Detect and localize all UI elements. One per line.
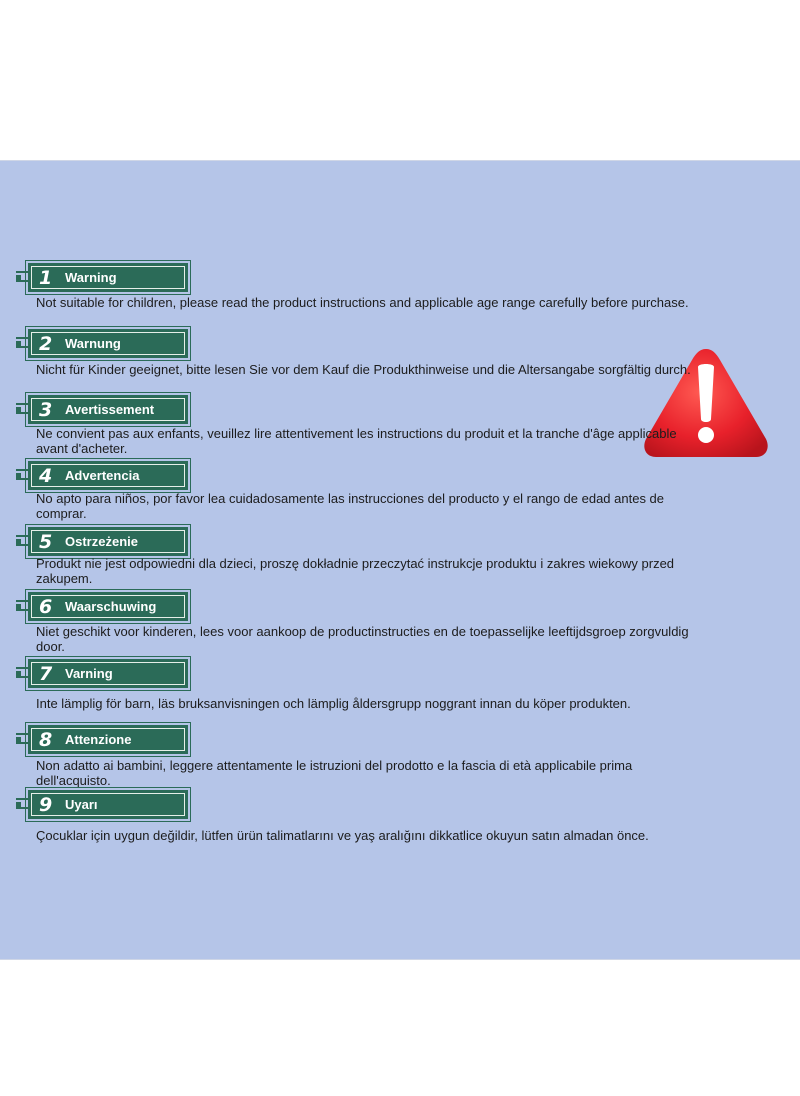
label-connector bbox=[16, 271, 28, 282]
warning-number: 7 bbox=[39, 663, 53, 685]
label-connector bbox=[16, 600, 28, 611]
warning-label-7 bbox=[28, 659, 188, 688]
warning-number: 8 bbox=[39, 729, 53, 751]
warning-label-1 bbox=[28, 263, 188, 292]
warning-title: Uyarı bbox=[65, 797, 98, 812]
warning-text: Not suitable for children, please read the product instructions and applicable age range carefully before purchase. bbox=[36, 295, 689, 310]
warning-title: Advertencia bbox=[65, 468, 140, 483]
warning-text: Ne convient pas aux enfants, veuillez lire attentivement les instructions du produit et la tranche d'âge applicable avant d'acheter. bbox=[36, 426, 677, 456]
warning-text: Nicht für Kinder geeignet, bitte lesen Sie vor dem Kauf die Produkthinweise und die Altersangabe sorgfältig durch. bbox=[36, 362, 691, 377]
warning-number: 6 bbox=[39, 596, 53, 618]
label-connector bbox=[16, 337, 28, 348]
warning-title: Warnung bbox=[65, 336, 121, 351]
label-connector bbox=[16, 403, 28, 414]
warning-label-3 bbox=[28, 395, 188, 424]
warning-number: 3 bbox=[39, 399, 53, 421]
warning-number: 4 bbox=[39, 465, 53, 487]
label-connector bbox=[16, 733, 28, 744]
warning-text: Non adatto ai bambini, leggere attentamente le istruzioni del prodotto e la fascia di età applicabile prima dell'acquisto. bbox=[36, 758, 633, 788]
warning-label-4 bbox=[28, 461, 188, 490]
warning-label-9 bbox=[28, 790, 188, 819]
warning-label-8 bbox=[28, 725, 188, 754]
warning-number: 1 bbox=[39, 267, 53, 289]
warning-label-2 bbox=[28, 329, 188, 358]
warning-number: 9 bbox=[39, 794, 53, 816]
warning-title: Varning bbox=[65, 666, 113, 681]
warning-title: Warning bbox=[65, 270, 117, 285]
warning-number: 5 bbox=[39, 531, 53, 553]
warning-number: 2 bbox=[39, 333, 53, 355]
warning-label-6 bbox=[28, 592, 188, 621]
warning-text: Niet geschikt voor kinderen, lees voor aankoop de productinstructies en de toepasselijke leeftijdsgroep zorgvuldig door. bbox=[36, 624, 689, 654]
warning-title: Attenzione bbox=[65, 732, 132, 747]
warning-title: Avertissement bbox=[65, 402, 155, 417]
label-connector bbox=[16, 798, 28, 809]
warning-label-5 bbox=[28, 527, 188, 556]
warning-text: Çocuklar için uygun değildir, lütfen ürün talimatlarını ve yaş aralığını dikkatlice okuyun satın almadan önce. bbox=[36, 828, 649, 843]
warning-title: Waarschuwing bbox=[65, 599, 157, 614]
warning-text: No apto para niños, por favor lea cuidadosamente las instrucciones del producto y el rango de edad antes de comprar. bbox=[36, 491, 665, 521]
warning-text: Produkt nie jest odpowiedni dla dzieci, proszę dokładnie przeczytać instrukcje produktu i zakres wiekowy przed zakupem. bbox=[36, 556, 675, 586]
label-connector bbox=[16, 535, 28, 546]
warning-title: Ostrzeżenie bbox=[65, 534, 138, 549]
label-connector bbox=[16, 469, 28, 480]
warning-text: Inte lämplig för barn, läs bruksanvisningen och lämplig åldersgrupp noggrant innan du köper produkten. bbox=[36, 696, 631, 711]
label-connector bbox=[16, 667, 28, 678]
